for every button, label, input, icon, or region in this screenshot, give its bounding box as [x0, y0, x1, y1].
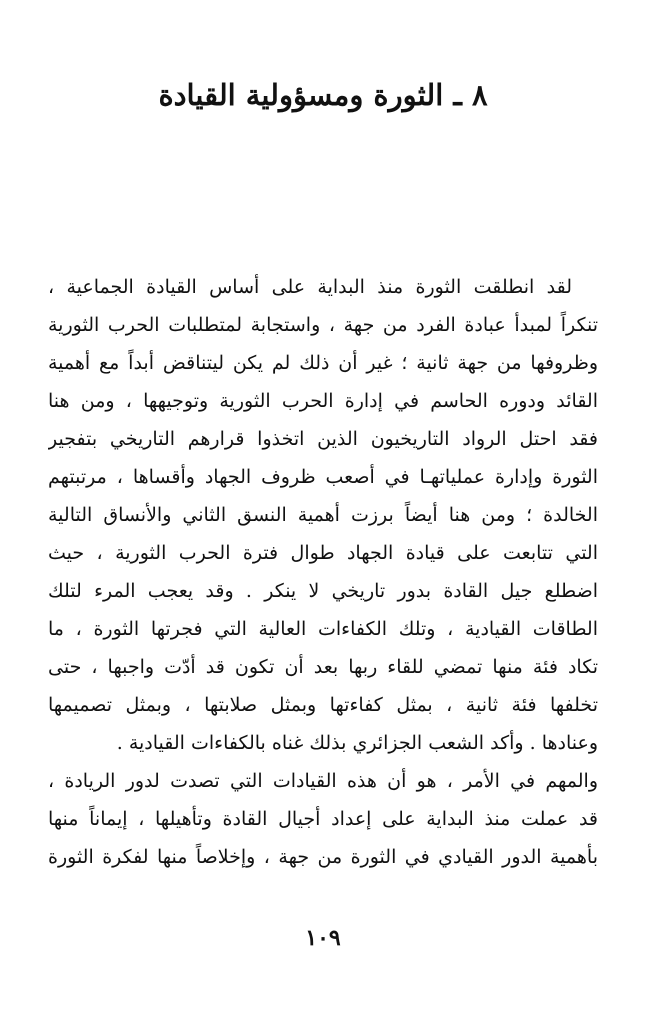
paragraph-line: بأهمية الدور القيادي في الثورة من جهة ، وإخلاصاً منها لفكرة الثورة — [48, 846, 598, 868]
body-text — [48, 268, 598, 876]
paragraph-line: الطاقات القيادية ، وتلك الكفاءات العالية التي فجرتها الثورة ، ما — [48, 618, 598, 640]
paragraph-line: التي تتابعت على قيادة الجهاد طوال فترة الحرب الثورية ، حيث — [48, 542, 598, 564]
paragraph-line: والمهم في الأمر ، هو أن هذه القيادات التي تصدت لدور الريادة ، — [48, 770, 598, 792]
paragraph-line: تخلفها فئة ثانية ، بمثل كفاءتها وبمثل صلابتها ، وبمثل تصميمها — [48, 694, 598, 716]
paragraph-line: قد عملت منذ البداية على إعداد أجيال القادة وتأهيلها ، إيماناً منها — [48, 808, 598, 830]
paragraph-line: تكاد فئة منها تمضي للقاء ربها بعد أن تكون قد أدّت واجبها ، حتى — [48, 656, 598, 678]
paragraph-line: الثورة وإدارة عملياتهـا في أصعب ظروف الجهاد وأقساها ، مرتبتهم — [48, 466, 598, 488]
paragraph-line: القائد ودوره الحاسم في إدارة الحرب الثورية وتوجيهها ، ومن هنا — [48, 390, 598, 412]
paragraph-line: وظروفها من جهة ثانية ؛ غير أن ذلك لم يكن ليتناقض أبداً مع أهمية — [48, 352, 598, 374]
paragraph-line: وعنادها . وأكد الشعب الجزائري بذلك غناه بالكفاءات القيادية . — [116, 732, 598, 754]
paragraph-line: الخالدة ؛ ومن هنا أيضاً برزت أهمية النسق الثاني والأنساق التالية — [48, 504, 598, 526]
paragraph-line: تنكراً لمبدأ عبادة الفرد من جهة ، واستجابة لمتطلبات الحرب الثورية — [48, 314, 598, 336]
chapter-title: ٨ ـ الثورة ومسؤولية القيادة — [158, 78, 488, 112]
paragraph-line: اضطلع جيل القادة بدور تاريخي لا ينكر . وقد يعجب المرء لتلك — [48, 580, 598, 602]
paragraph-line: لقد انطلقت الثورة منذ البداية على أساس القيادة الجماعية ، — [48, 276, 572, 298]
page-number: ١٠٩ — [305, 925, 341, 951]
paragraph-line: فقد احتل الرواد التاريخيون الذين اتخذوا قرارهم التاريخي بتفجير — [48, 428, 598, 450]
